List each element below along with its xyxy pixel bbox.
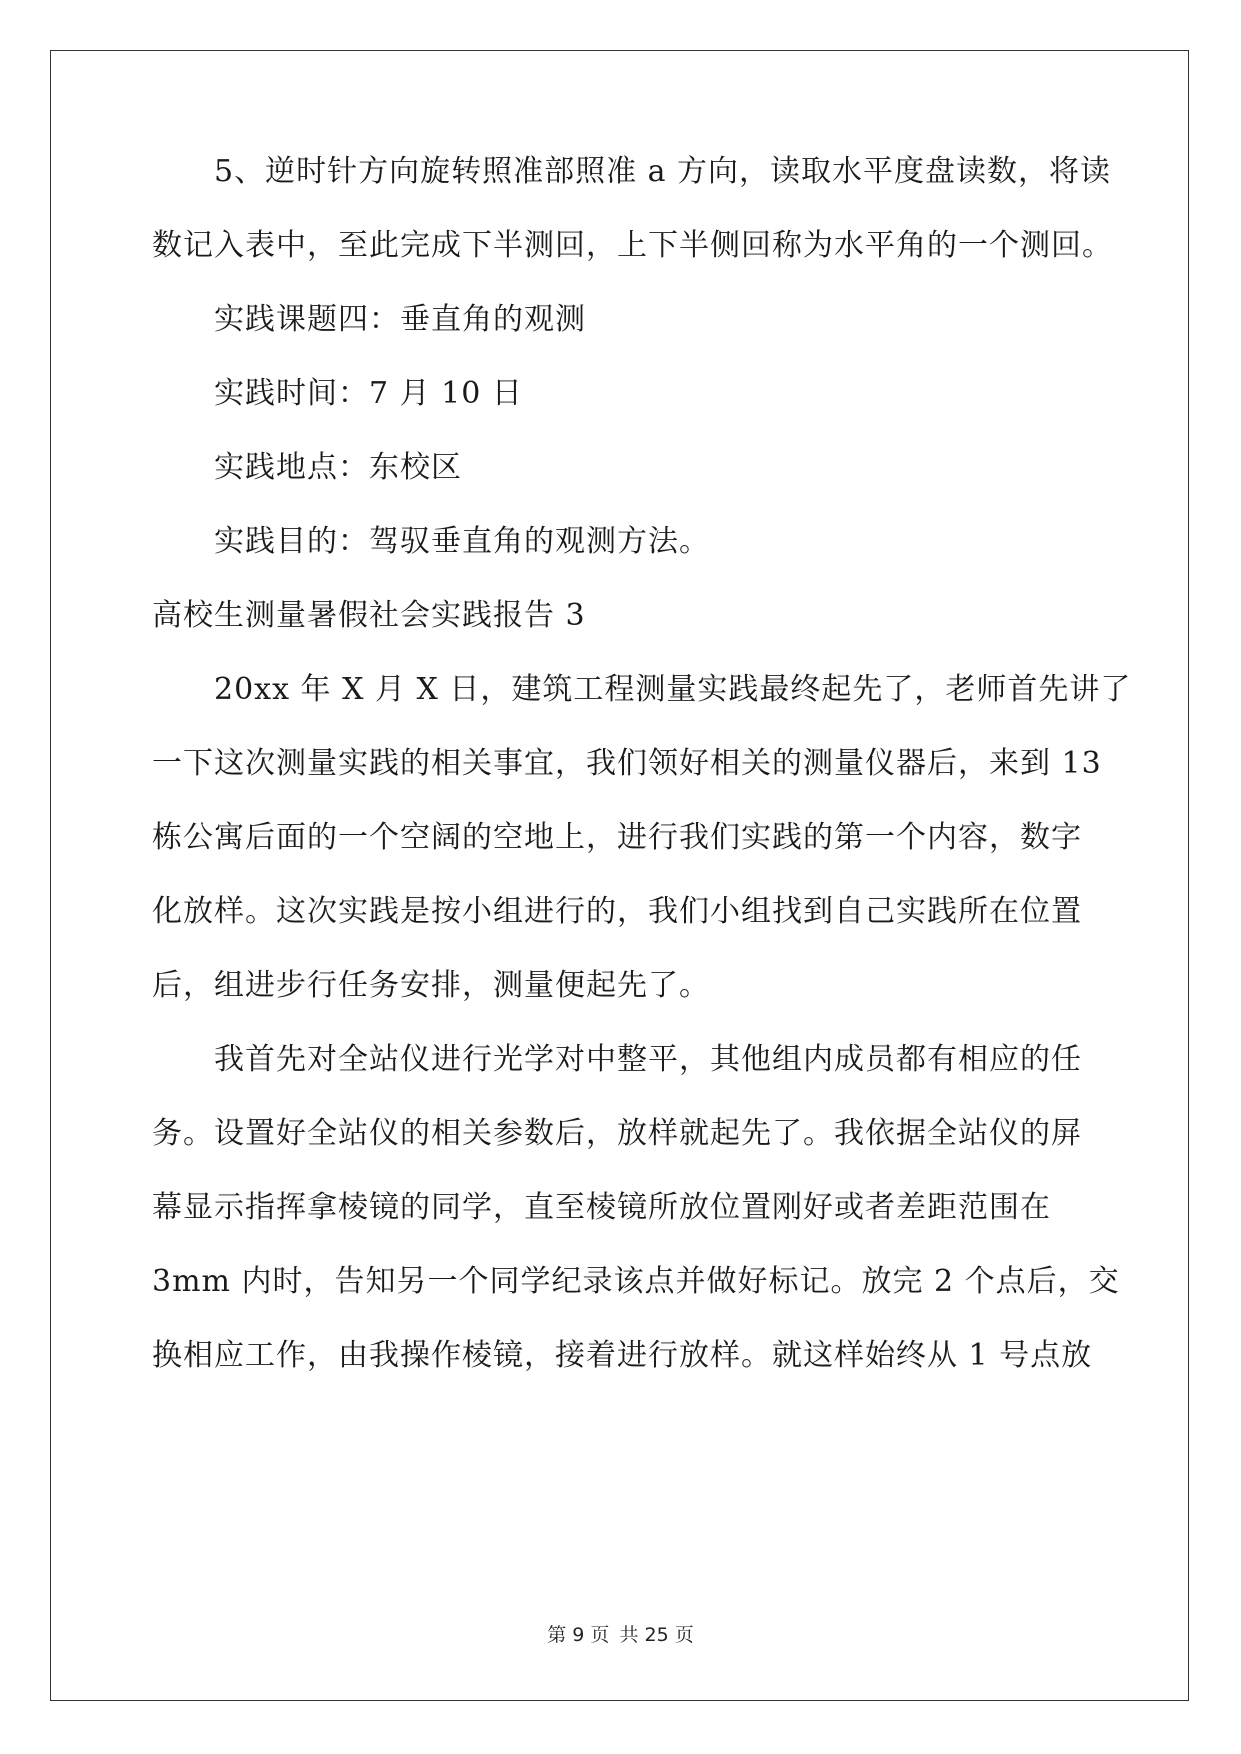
text-line: 换相应工作，由我操作棱镜，接着进行放样。就这样始终从 1 号点放	[152, 1338, 1093, 1373]
document-body	[152, 135, 1132, 1393]
text-line: 实践地点：东校区	[152, 450, 462, 485]
section-heading: 高校生测量暑假社会实践报告 3	[152, 598, 586, 633]
page-total: 共 25 页	[619, 1624, 694, 1646]
text-line: 实践目的：驾驭垂直角的观测方法。	[152, 524, 710, 559]
text-line: 实践课题四：垂直角的观测	[152, 302, 586, 337]
page-number: 第 9 页	[547, 1624, 610, 1646]
text-line: 化放样。这次实践是按小组进行的，我们小组找到自己实践所在位置	[152, 894, 1082, 929]
text-line: 3mm 内时，告知另一个同学纪录该点并做好标记。放完 2 个点后，交	[152, 1264, 1120, 1299]
text-line: 一下这次测量实践的相关事宜，我们领好相关的测量仪器后，来到 13	[152, 746, 1102, 781]
text-line: 20xx 年 X 月 X 日，建筑工程测量实践最终起先了，老师首先讲了	[152, 672, 1132, 707]
text-line: 数记入表中，至此完成下半测回，上下半侧回称为水平角的一个测回。	[152, 228, 1113, 263]
text-line: 后，组进步行任务安排，测量便起先了。	[152, 968, 710, 1003]
text-line: 幕显示指挥拿棱镜的同学，直至棱镜所放位置刚好或者差距范围在	[152, 1190, 1051, 1225]
text-line: 务。设置好全站仪的相关参数后，放样就起先了。我依据全站仪的屏	[152, 1116, 1082, 1151]
page-footer	[0, 1620, 1241, 1647]
text-line: 我首先对全站仪进行光学对中整平，其他组内成员都有相应的任	[152, 1042, 1082, 1077]
text-line: 栋公寓后面的一个空阔的空地上，进行我们实践的第一个内容，数字	[152, 820, 1082, 855]
text-line: 5、逆时针方向旋转照准部照准 a 方向，读取水平度盘读数，将读	[152, 154, 1112, 189]
text-line: 实践时间：7 月 10 日	[152, 376, 523, 411]
